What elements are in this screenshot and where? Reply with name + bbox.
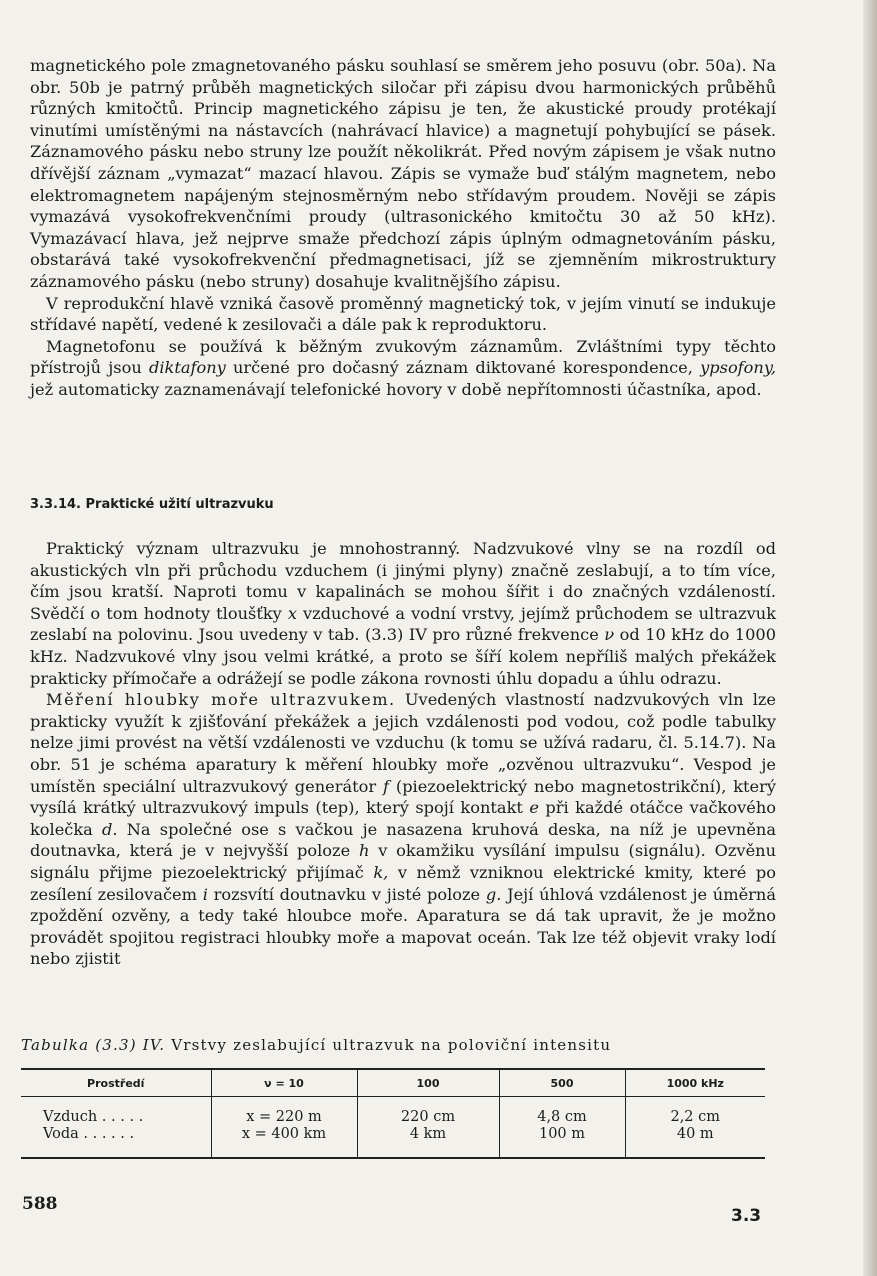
variable-x: x (287, 603, 297, 623)
text-fragment: při každé otáčce vačkového kolečka (30, 798, 776, 839)
main-text-block (30, 538, 776, 970)
variable-f: f (383, 776, 389, 796)
header-medium: Prostředí (21, 1069, 211, 1097)
variable-d: d. (102, 819, 118, 839)
cell-air: 2,2 cm (670, 1109, 721, 1125)
paragraph-title: Měření hloubky moře ultrazvukem. (46, 690, 396, 710)
section-heading: 3.3.14. Praktické užití ultrazvuku (30, 497, 274, 512)
header-freq-100: 100 (357, 1069, 499, 1097)
table-caption (21, 1036, 781, 1054)
cell-air: x = 220 m (246, 1109, 322, 1125)
table-cell-100 (357, 1097, 499, 1159)
cell-air: 220 cm (400, 1109, 456, 1125)
cell-water: Voda . . . . . . (43, 1126, 135, 1142)
top-text-block (30, 55, 776, 401)
text-fragment: Magnetofonu se používá k běžným zvukovým záznamům. Zvláštními typy těchto přístrojů jsou (30, 336, 776, 378)
text-fragment: určené pro dočasný záznam diktované korespondence, (225, 358, 701, 378)
paragraph-playback-head: V reprodukční hlavě vzniká časově proměnný magnetický tok, v jejím vinutí se indukuje střídavé napětí, vedené k zesilovači a dále pak k reproduktoru. (30, 293, 776, 335)
table-cell-500 (499, 1097, 625, 1159)
cell-water: x = 400 km (241, 1126, 327, 1142)
variable-nu: ν (604, 625, 615, 645)
table-cell-1000 (625, 1097, 765, 1159)
header-freq-1000: 1000 kHz (625, 1069, 765, 1097)
text-fragment: Praktický význam ultrazvuku je mnohostranný. Nadzvukové vlny se na rozdíl od akustických vln při průchodu vzduchem (i jinými plyny) značně zeslabují, a to tím více, čím jsou kratší. Naproti tomu v kapalinách se mohou šířit i do značných vzdáleností. Svědčí o tom hodnoty tloušťky (30, 539, 776, 623)
table-caption-text: Vrstvy zeslabující ultrazvuk na poloviční intensitu (165, 1036, 612, 1054)
variable-k: k, (373, 862, 389, 882)
table-row (21, 1097, 765, 1159)
variable-e: e (529, 798, 539, 818)
text-fragment: Uvedených vlastností nadzvukových vln lze prakticky využít k zjišťování překážek a jejich vzdálenosti pod vodou, což podle tabulky nelze jimi provést na větší vzdálenosti ve vzduchu (k tomu se užívá radaru, čl. 5.14.7). Na obr. 51 je schéma aparatury k měření hloubky moře „ozvěnou ultrazvuku“. Vespod je umístěn speciální ultrazvukový generátor (30, 690, 776, 796)
cell-air: Vzduch . . . . . (43, 1109, 144, 1125)
text-fragment: v okamžiku vysílání impulsu (signálu). Ozvěnu signálu přijme piezoelektrický přijímač (30, 841, 777, 882)
paragraph-sea-depth (30, 689, 776, 970)
table-cell-10 (211, 1097, 357, 1159)
variable-h: h (358, 841, 370, 861)
paragraph-ultrasound-use (30, 538, 776, 689)
section-marker: 3.3 (731, 1206, 762, 1226)
table-caption-label: Tabulka (3.3) IV. (21, 1036, 166, 1054)
paragraph-magnetofon (30, 336, 776, 401)
table-cell-medium (21, 1097, 211, 1159)
cell-air: 4,8 cm (537, 1109, 587, 1125)
text-fragment: vzduchové a vodní vrstvy, jejímž průchodem se ultrazvuk zeslabí na polovinu. Jsou uvedeny v tab. (3.3) IV pro různé frekvence (30, 603, 776, 645)
text-fragment: Na společné ose s vačkou je nasazena kruhová deska, na níž je upevněna doutnavka, která je v nejvyšší poloze (30, 819, 777, 861)
text-fragment: (piezoelektrický nebo magnetostrikční), který vysílá krátký ultrazvukový impuls (tep), který spojí kontakt (30, 776, 776, 818)
variable-g: g. (485, 884, 502, 904)
text-fragment: v němž vzniknou elektrické kmity, které po zesílení zesilovačem (30, 862, 776, 904)
text-fragment: od 10 kHz do 1000 kHz. Nadzvukové vlny jsou velmi krátké, a proto se šíří kolem nepříliš malých překážek prakticky přímočaře a odrážejí se podle zákona rovnosti úhlu dopadu a úhlu odrazu. (30, 625, 776, 688)
cell-water: 100 m (538, 1126, 586, 1142)
page-number: 588 (22, 1194, 58, 1214)
text-fragment: rozsvítí doutnavku v jisté poloze (207, 884, 486, 904)
text-fragment: Její úhlová vzdálenost je úměrná zpoždění ozvěny, a tedy také hloubce moře. Aparatura se dá tak upravit, že je možno provádět spojitou registraci hloubky moře a mapovat oceán. Tak lze též objevit vraky lodí nebo zjistit (30, 884, 776, 969)
page-edge-shadow (863, 0, 877, 1276)
cell-water: 4 km (409, 1126, 447, 1142)
text-fragment: jež automaticky zaznamenávají telefonické hovory v době nepřítomnosti účastníka, apod. (30, 379, 762, 399)
header-freq-10: ν = 10 (211, 1069, 357, 1097)
paragraph-magnetic-recording: magnetického pole zmagnetovaného pásku souhlasí se směrem jeho posuvu (obr. 50a). Na obr. 50b je patrný průběh magnetických siločar při zápisu dvou harmonických průběhů různých kmitočtů. Princip magnetického zápisu je ten, že akustické proudy protékají vinutími umístěnými na nástavcích (nahrávací hlavice) a magnetují pohybující se pásek. Záznamového pásku nebo struny lze použít několikrát. Před novým zápisem je však nutno dřívější záznam „vymazat“ mazací hlavou. Zápis se vymaže buď stálým magnetem, nebo elektromagnetem napájeným stejnosměrným nebo střídavým proudem. Nověji se zápis vymazává vysokofrekvenčními proudy (ultrasonického kmitočtu 30 až 50 kHz). Vymazávací hlava, jež nejprve smaže předchozí zápis úplným odmagnetováním pásku, obstarává také vysokofrekvenční předmagnetisaci, jíž se zjemněním mikrostruktury záznamového pásku (nebo struny) dosahuje kvalitnějšího zápisu. (30, 56, 776, 291)
term-diktafony: diktafony (148, 358, 226, 378)
term-ypsofony: ypsofony, (700, 358, 776, 378)
header-freq-500: 500 (499, 1069, 625, 1097)
cell-water: 40 m (676, 1126, 714, 1142)
table-header-row (21, 1069, 765, 1097)
attenuation-table (21, 1068, 765, 1159)
variable-i: i (202, 884, 208, 904)
